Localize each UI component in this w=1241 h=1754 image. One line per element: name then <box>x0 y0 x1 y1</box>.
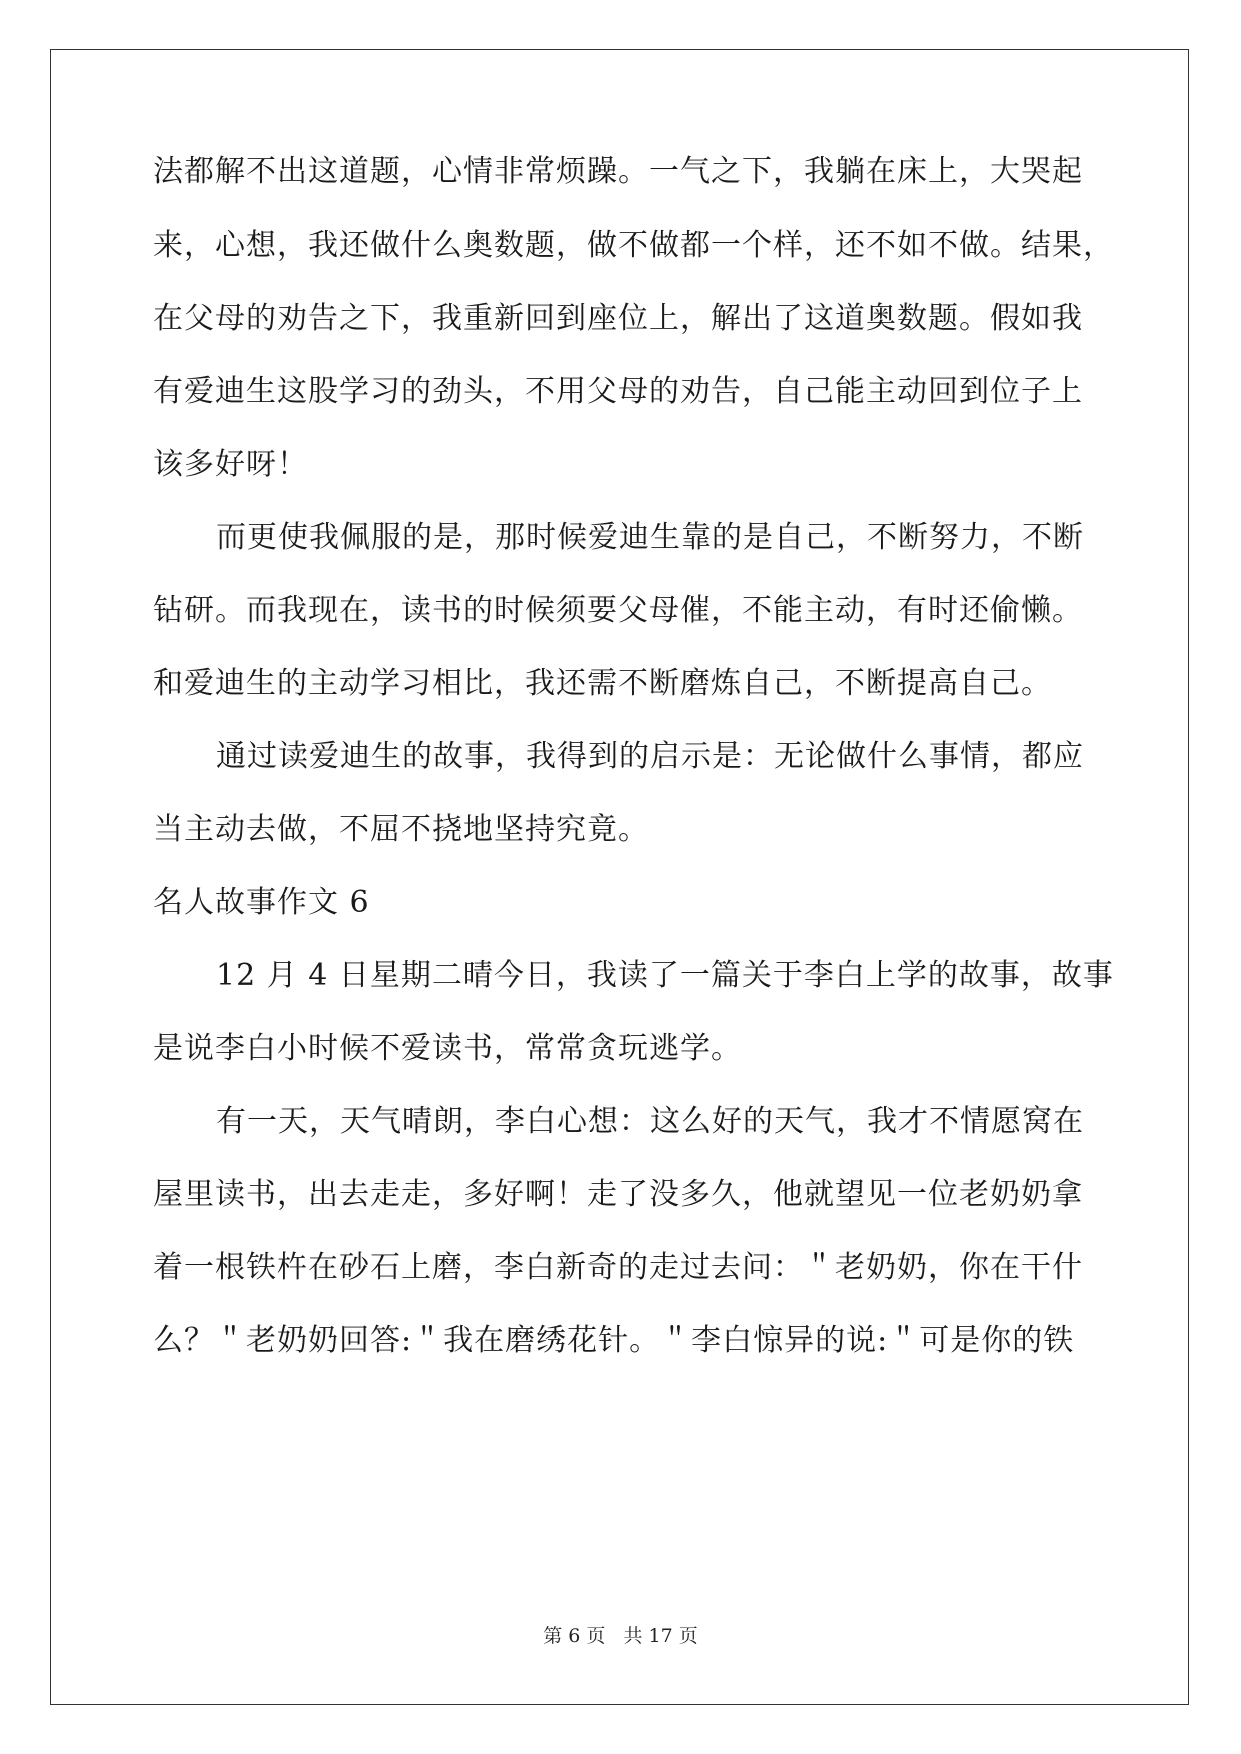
text-line: 法都解不出这道题，心情非常烦躁。一气之下，我躺在床上，大哭起 <box>153 154 1083 189</box>
section-heading: 名人故事作文 6 <box>153 885 370 920</box>
text-line: 钻研。而我现在，读书的时候须要父母催，不能主动，有时还偷懒。 <box>153 593 1083 628</box>
page-number: 第 6 页 <box>543 1625 606 1647</box>
text-line: 和爱迪生的主动学习相比，我还需不断磨炼自己，不断提高自己。 <box>153 666 1052 701</box>
text-line: 么？＂老奶奶回答:＂我在磨绣花针。＂李白惊异的说:＂可是你的铁 <box>153 1323 1075 1358</box>
paragraph-start: 通过读爱迪生的故事，我得到的启示是：无论做什么事情，都应 <box>216 739 1084 774</box>
page-footer <box>0 1624 1241 1648</box>
page-border <box>50 49 1189 1705</box>
text-line: 是说李白小时候不爱读书，常常贪玩逃学。 <box>153 1031 742 1066</box>
text-line: 屋里读书，出去走走，多好啊！走了没多久，他就望见一位老奶奶拿 <box>153 1177 1083 1212</box>
text-line: 该多好呀！ <box>153 447 308 482</box>
paragraph-start: 有一天，天气晴朗，李白心想：这么好的天气，我才不情愿窝在 <box>216 1104 1084 1139</box>
page-total: 共 17 页 <box>623 1625 698 1647</box>
text-line: 来，心想，我还做什么奥数题，做不做都一个样，还不如不做。结果， <box>153 228 1114 263</box>
text-line: 当主动去做，不屈不挠地坚持究竟。 <box>153 812 649 847</box>
paragraph-start: 12 月 4 日星期二晴今日，我读了一篇关于李白上学的故事，故事 <box>216 958 1114 993</box>
text-line: 着一根铁杵在砂石上磨，李白新奇的走过去问：＂老奶奶，你在干什 <box>153 1250 1083 1285</box>
text-line: 在父母的劝告之下，我重新回到座位上，解出了这道奥数题。假如我 <box>153 301 1083 336</box>
paragraph-start: 而更使我佩服的是，那时候爱迪生靠的是自己，不断努力，不断 <box>216 520 1084 555</box>
text-line: 有爱迪生这股学习的劲头，不用父母的劝告，自己能主动回到位子上 <box>153 374 1083 409</box>
